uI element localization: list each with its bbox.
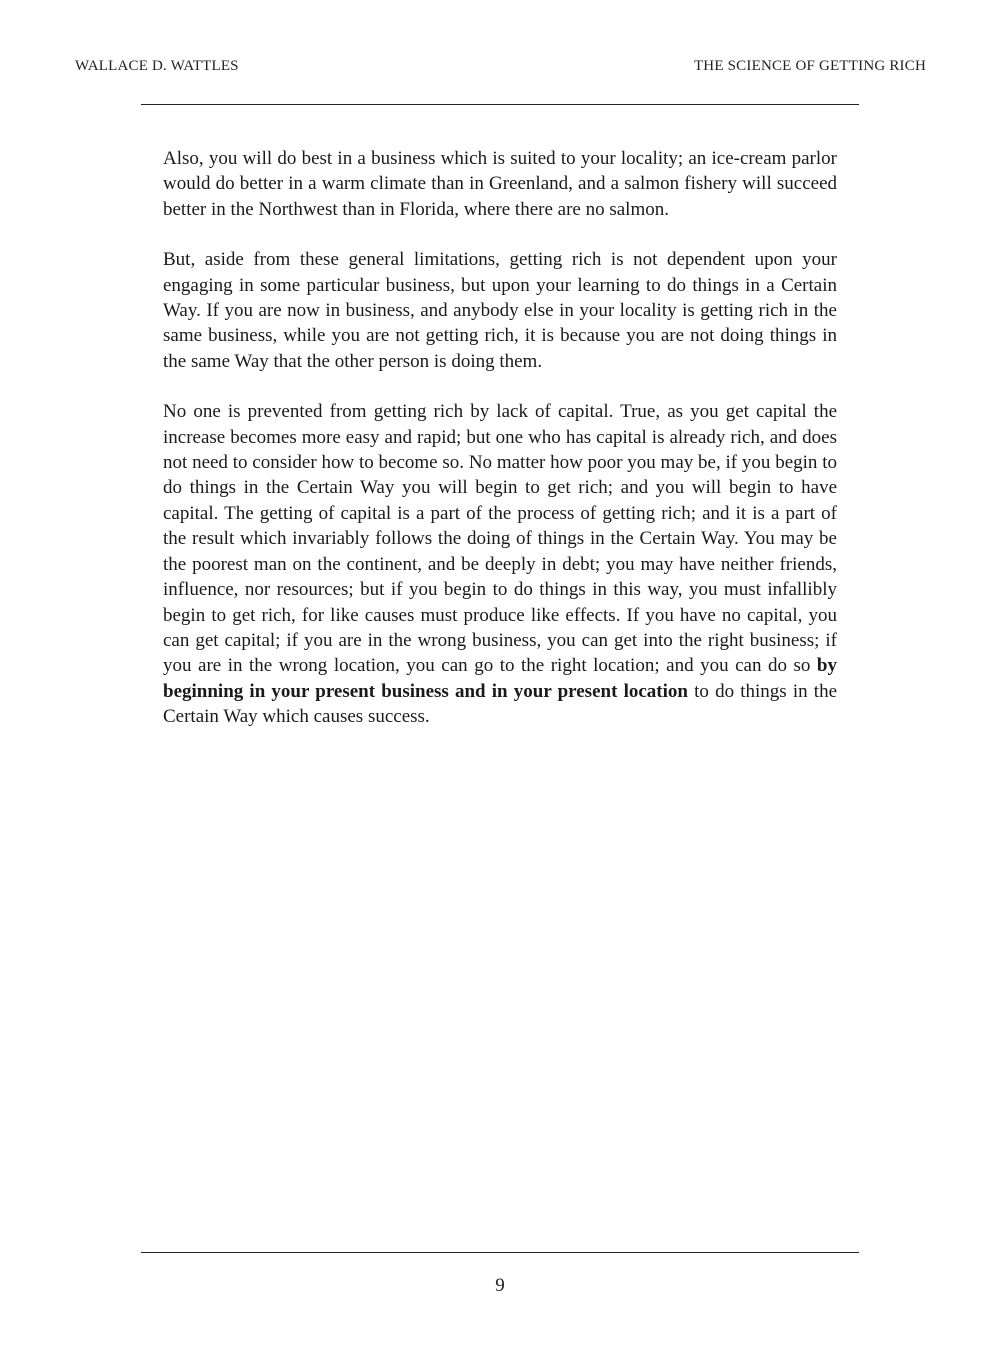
paragraph-capital-ending: to do things in the Certain Way which causes success.	[163, 680, 837, 728]
footer-rule	[141, 1252, 859, 1253]
header-rule	[141, 104, 859, 105]
paragraph-locality: Also, you will do best in a business which is suited to your locality; an ice-cream parlor would do better in a warm climate than in Greenland, and a salmon fishery will succeed better in the Northwest than in Florida, where there are no salmon.	[163, 148, 837, 220]
running-head-author: WALLACE D. WATTLES	[75, 58, 239, 74]
page-body	[163, 146, 837, 755]
paragraph-certain-way: But, aside from these general limitations, getting rich is not dependent upon your engaging in some particular business, but upon your learning to do things in a Certain Way. If you are now in business, and anybody else in your locality is getting rich in the same business, while you are not getting rich, it is because you are not doing things in the same Way that the other person is doing them.	[163, 249, 837, 372]
running-head-title: THE SCIENCE OF GETTING RICH	[693, 58, 926, 74]
paragraph-capital-text: No one is prevented from getting rich by lack of capital. True, as you get capital the increase becomes more easy and rapid; but one who has capital is already rich, and does not need to consider how to become so. No matter how poor you may be, if you begin to do things in the Certain Way you will begin to get rich; and you will begin to have capital. The getting of capital is a part of the process of getting rich; and it is a part of the result which invariably follows the doing of things in the Certain Way. You may be the poorest man on the continent, and be deeply in debt; you may have neither friends, influence, nor resources; but if you begin to do things in this way, you must infallibly begin to get rich, for like causes must produce like effects. If you have no capital, you can get capital; if you are in the wrong business, you can get into the right business; if you are in the wrong location, you can go to the right location; and you can do so	[163, 401, 837, 677]
emphasized-phrase: by beginning in your present business and in your present location	[163, 655, 837, 702]
paragraph-capital	[163, 399, 837, 729]
page-number: 9	[495, 1275, 505, 1296]
